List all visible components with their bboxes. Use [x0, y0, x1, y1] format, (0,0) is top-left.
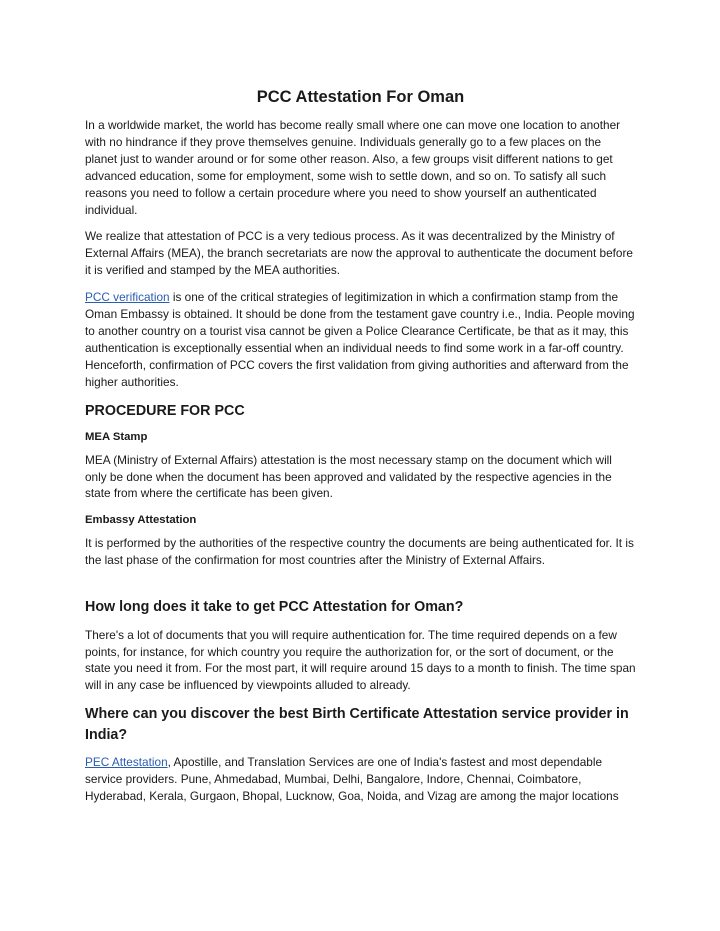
how-long-paragraph: There's a lot of documents that you will require authentication for. The time required depends on a few points, for instance, for which country you require the authorization for, or the sort of document, or the state you need it from. For the most part, it will require around 15 days to a month to finish. The time span will in any case be influenced by viewpoints alluded to already. [85, 627, 636, 693]
intro-paragraph-1: In a worldwide market, the world has become really small where one can move one location to another with no hindrance if they prove themselves genuine. Individuals generally go to a few places on the planet just to wander around or for some other reason. Also, a few groups visit different nations to get advanced education, some for employment, some wish to settle down, and so on. To satisfy all such reasons you need to follow a certain procedure where you need to show yourself an authenticated individual. [85, 118, 621, 217]
embassy-attestation-heading: Embassy Attestation [85, 514, 197, 527]
intro-paragraph-2: We realize that attestation of PCC is a very tedious process. As it was decentralized by the Ministry of External Affairs (MEA), the branch secretariats are now the approval to authenticate the document before it is verified and stamped by the MEA authorities. [85, 229, 633, 278]
section-spacer [85, 579, 636, 597]
where-heading: Where can you discover the best Birth Certificate Attestation service provider in India? [85, 706, 629, 743]
procedure-heading: PROCEDURE FOR PCC [85, 402, 245, 419]
how-long-heading: How long does it take to get PCC Attestation for Oman? [85, 599, 464, 616]
document-title: PCC Attestation For Oman [256, 88, 465, 106]
where-paragraph-text: , Apostille, and Translation Services are one of India's fastest and most dependable service providers. Pune, Ahmedabad, Mumbai, Delhi, Bangalore, Indore, Chennai, Coimbatore, Hyderabad, Kerala, Gurgaon, Bhopal, Lucknow, Goa, Noida, and Vizag are among the major locations [85, 755, 619, 804]
embassy-attestation-paragraph: It is performed by the authorities of the respective country the documents are being authenticated for. It is the last phase of the confirmation for most countries after the Ministry of External Affairs. [85, 536, 634, 568]
pcc-verification-link[interactable]: PCC verification [85, 290, 170, 305]
pec-attestation-link[interactable]: PEC Attestation [85, 755, 168, 770]
mea-stamp-paragraph: MEA (Ministry of External Affairs) attestation is the most necessary stamp on the document which will only be done when the document has been approved and validated by the respective agencies in the state from where the certificate has been given. [85, 452, 612, 501]
mea-stamp-heading: MEA Stamp [85, 430, 148, 443]
where-paragraph [85, 754, 636, 805]
intro-paragraph-3-text: is one of the critical strategies of legitimization in which a confirmation stamp from the Oman Embassy is obtained. It should be done from the testament gave country i.e., India. People moving to another country on a tourist visa cannot be given a Police Clearance Certificate, be that as it may, this authentication is exceptionally essential when an individual needs to find some work in a far-off country. Henceforth, confirmation of PCC covers the first validation from giving authorities and afterward from the higher authorities. [85, 290, 635, 389]
intro-paragraph-3 [85, 289, 636, 390]
